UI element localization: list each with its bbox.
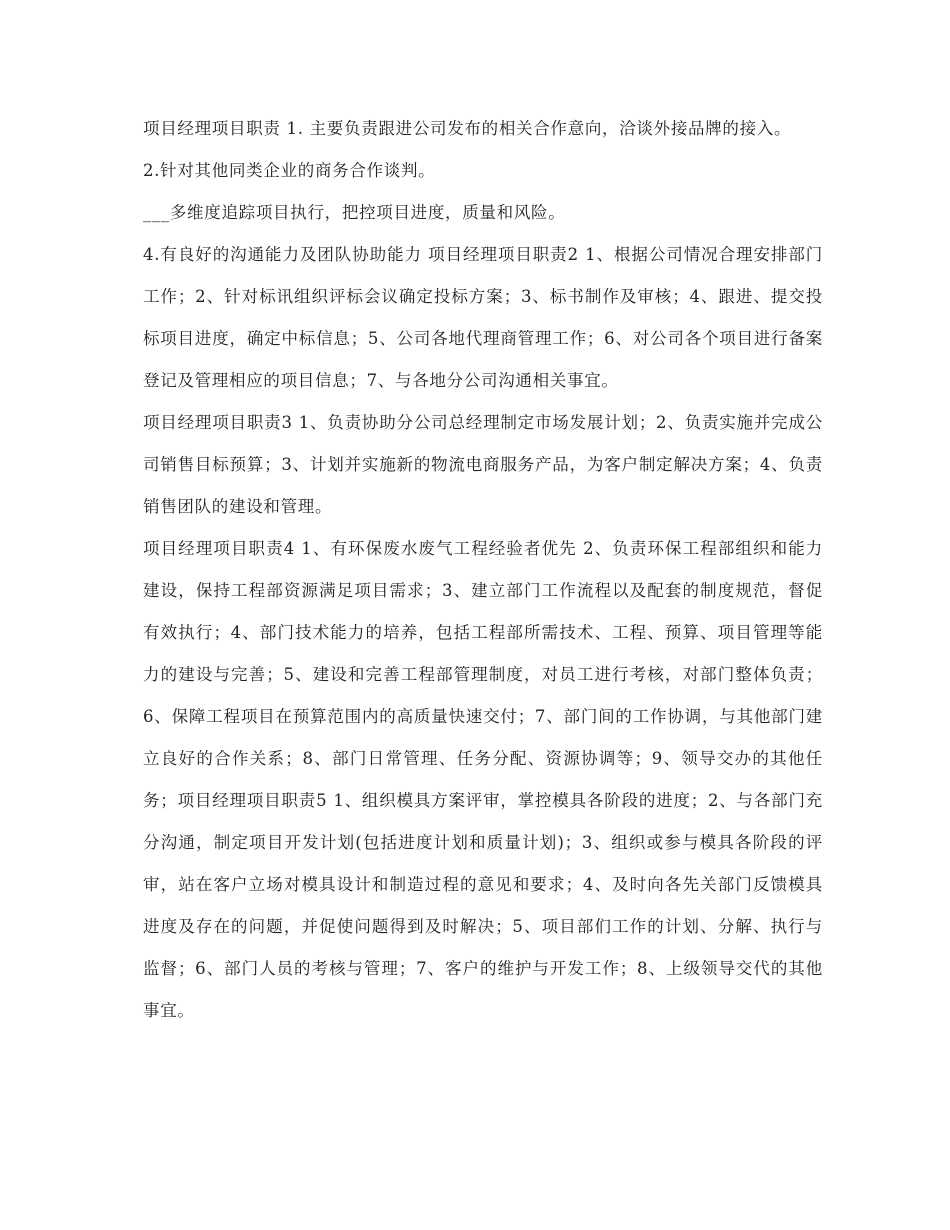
- paragraph-3: ___多维度追踪项目执行，把控项目进度，质量和风险。: [143, 203, 566, 222]
- paragraph-6: 项目经理项目职责4 1、有环保废水废气工程经验者优先 2、负责环保工程部组织和能力建设，保持工程部资源满足项目需求；3、建立部门工作流程以及配套的制度规范，督促有效执行；4、部门技术能力的培养，包括工程部所需技术、工程、预算、项目管理等能力的建设与完善；5、建设和完善工程部管理制度，对员工进行考核，对部门整体负责；6、保障工程项目在预算范围内的高质量快速交付；7、部门间的工作协调，与其他部门建立良好的合作关系；8、部门日常管理、任务分配、资源协调等；9、领导交办的其他任务；项目经理项目职责5 1、组织模具方案评审，掌控模具各阶段的进度；2、与各部门充分沟通，制定项目开发计划(包括进度计划和质量计划)；3、组织或参与模具各阶段的评审，站在客户立场对模具设计和制造过程的意见和要求；4、及时向各先关部门反馈模具进度及存在的问题，并促使问题得到及时解决；5、项目部们工作的计划、分解、执行与监督；6、部门人员的考核与管理；7、客户的维护与开发工作；8、上级领导交代的其他事宜。: [143, 539, 823, 1020]
- paragraph-5: 项目经理项目职责3 1、负责协助分公司总经理制定市场发展计划；2、负责实施并完成公司销售目标预算；3、计划并实施新的物流电商服务产品，为客户制定解决方案；4、负责销售团队的建设和管理。: [143, 413, 823, 516]
- paragraph-4: 4.有良好的沟通能力及团队协助能力 项目经理项目职责2 1、根据公司情况合理安排部门工作；2、针对标讯组织评标会议确定投标方案；3、标书制作及审核；4、跟进、提交投标项目进度，确定中标信息；5、公司各地代理商管理工作；6、对公司各个项目进行备案登记及管理相应的项目信息；7、与各地分公司沟通相关事宜。: [143, 245, 823, 390]
- document-body: [143, 108, 823, 1032]
- paragraph-2: 2.针对其他同类企业的商务合作谈判。: [143, 161, 436, 180]
- paragraph-1: 项目经理项目职责 1. 主要负责跟进公司发布的相关合作意向，洽谈外接品牌的接入。: [143, 119, 792, 138]
